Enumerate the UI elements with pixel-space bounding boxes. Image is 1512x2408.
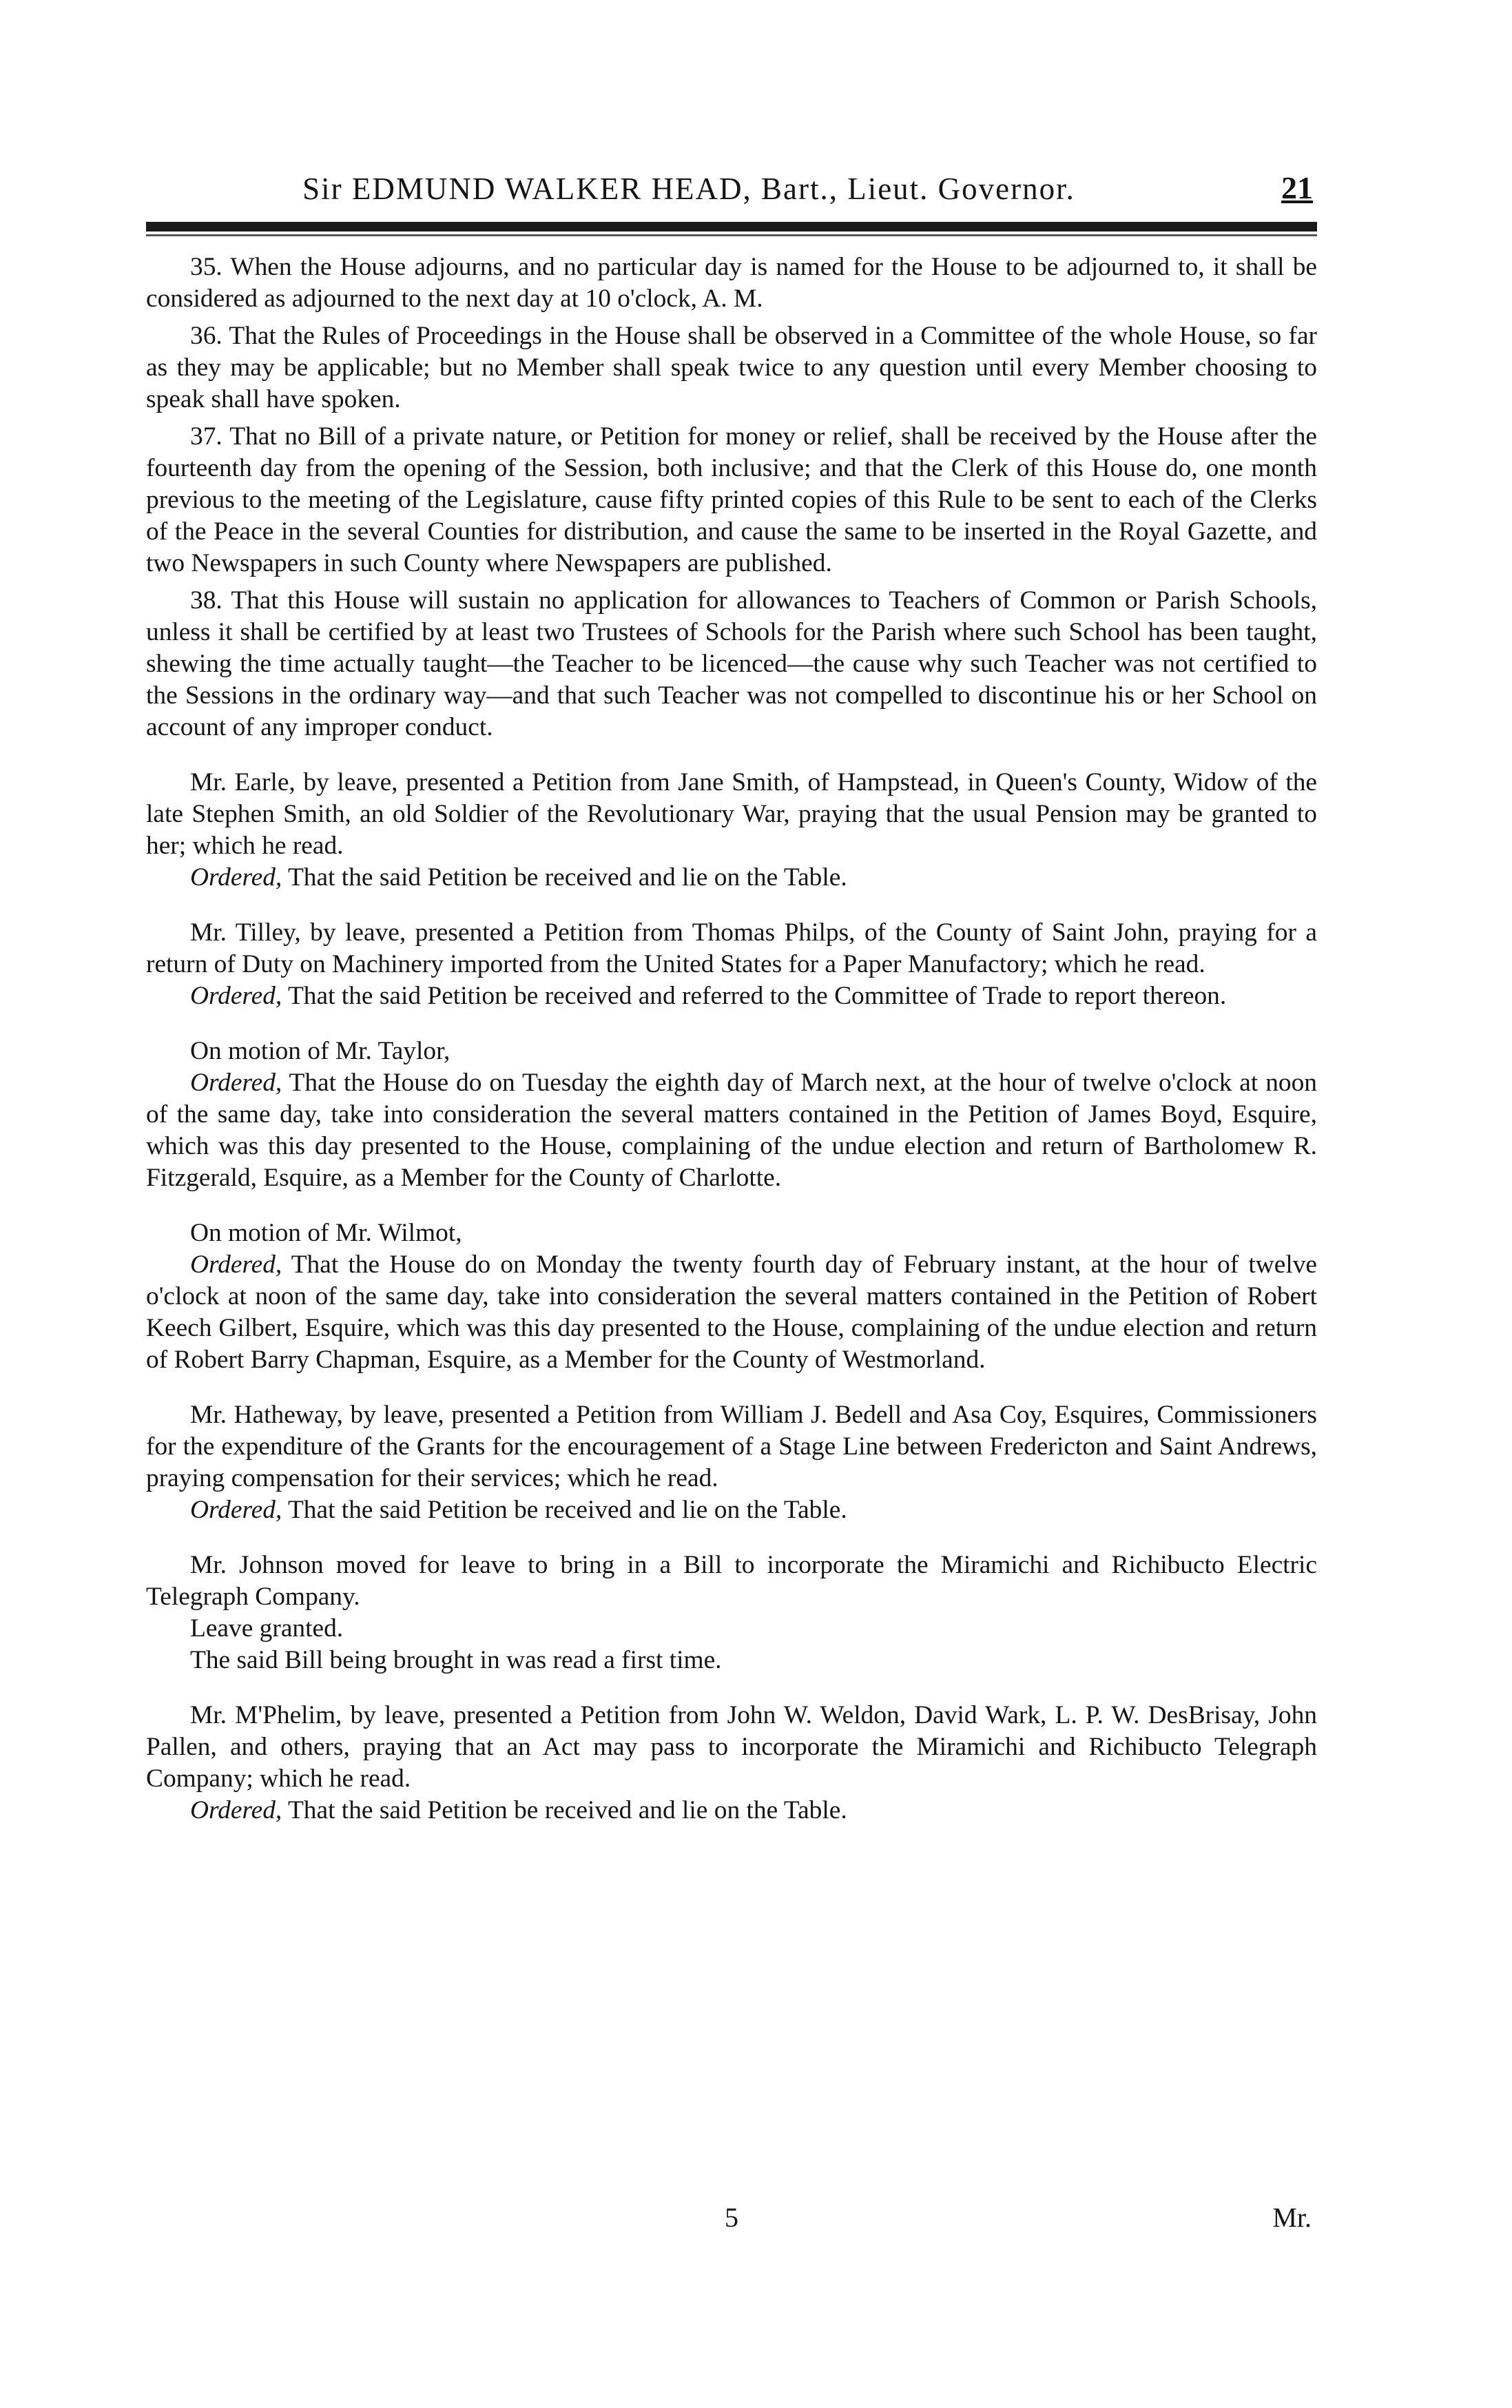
running-head: Sir EDMUND WALKER HEAD, Bart., Lieut. Governor. <box>302 172 1075 206</box>
para-lead: Ordered, <box>190 1069 282 1097</box>
para-text: That the said Petition be received and referred to the Committee of Trade to report thereon. <box>282 982 1227 1010</box>
para-text: 38. That this House will sustain no application for allowances to Teachers of Common or Parish Schools, unless it shall be certified by at least two Trustees of Schools for the Parish where such School has been taught, shewing the time actually taught—the Teacher to be licenced—the cause why such Teacher was not certified to the Sessions in the ordinary way—and that such Teacher was not compelled to discontinue his or her School on account of any improper conduct. <box>146 586 1317 741</box>
para-lead: Ordered, <box>190 1496 282 1524</box>
page-header <box>145 165 1316 214</box>
para-text: Mr. M'Phelim, by leave, presented a Petition from John W. Weldon, David Wark, L. P. W. DesBrisay, John Pallen, and others, praying that an Act may pass to incorporate the Miramichi and Richibucto Telegraph Company; which he read. <box>146 1701 1317 1793</box>
body-text <box>146 251 1317 1826</box>
para-text: That the House do on Tuesday the eighth day of March next, at the hour of twelve o'clock at noon of the same day, take into consideration the several matters contained in the Petition of James Boyd, Esquire, which was this day presented to the House, complaining of the undue election and return of Bartholomew R. Fitzgerald, Esquire, as a Member for the County of Charlotte. <box>146 1069 1317 1192</box>
earle-petition <box>146 767 1317 862</box>
para-text: Leave granted. <box>190 1614 344 1643</box>
johnson-motion <box>146 1550 1317 1613</box>
leave-granted <box>146 1613 1317 1645</box>
wilmot-motion <box>146 1217 1317 1249</box>
para-text: Mr. Hatheway, by leave, presented a Petition from William J. Bedell and Asa Coy, Esquires, Commissioners for the expenditure of the Grants for the encouragement of a Stage Line between Fredericton and Saint Andrews, praying compensation for their services; which he read. <box>146 1401 1317 1492</box>
rule-36 <box>146 320 1317 415</box>
tilley-petition <box>146 917 1317 980</box>
catchword: Mr. <box>1272 2202 1312 2233</box>
para-lead: Ordered, <box>190 863 282 892</box>
para-text: Mr. Johnson moved for leave to bring in a Bill to incorporate the Miramichi and Richibucto Electric Telegraph Company. <box>146 1551 1317 1611</box>
signature-mark: 5 <box>725 2202 738 2233</box>
page-footer <box>146 2201 1317 2243</box>
rule-38 <box>146 585 1317 743</box>
para-text: That the said Petition be received and lie on the Table. <box>282 1496 847 1524</box>
header-rule <box>146 222 1317 231</box>
para-text: The said Bill being brought in was read a first time. <box>190 1646 722 1674</box>
rule-35 <box>146 251 1317 315</box>
para-text: That the said Petition be received and lie on the Table. <box>282 863 847 892</box>
page-number: 21 <box>1281 170 1313 205</box>
first-reading <box>146 1645 1317 1676</box>
mphelim-petition <box>146 1700 1317 1795</box>
para-text: Mr. Earle, by leave, presented a Petition from Jane Smith, of Hampstead, in Queen's County, Widow of the late Stephen Smith, an old Soldier of the Revolutionary War, praying that the usual Pension may be granted to her; which he read. <box>146 768 1317 860</box>
tilley-order <box>146 980 1317 1012</box>
para-lead: Ordered, <box>190 1796 282 1824</box>
para-text: That the House do on Monday the twenty fourth day of February instant, at the hour of twelve o'clock at noon of the same day, take into consideration the several matters contained in the Petition of Robert Keech Gilbert, Esquire, which was this day presented to the House, complaining of the undue election and return of Robert Barry Chapman, Esquire, as a Member for the County of Westmorland. <box>146 1251 1317 1374</box>
taylor-motion <box>146 1036 1317 1067</box>
mphelim-order <box>146 1795 1317 1826</box>
wilmot-order <box>146 1249 1317 1376</box>
para-text: 37. That no Bill of a private nature, or Petition for money or relief, shall be received by the House after the fourteenth day from the opening of the Session, both inclusive; and that the Clerk of this House do, one month previous to the meeting of the Legislature, cause fifty printed copies of this Rule to be sent to each of the Clerks of the Peace in the several Counties for distribution, and cause the same to be inserted in the Royal Gazette, and two Newspapers in such County where Newspapers are published. <box>146 422 1317 577</box>
taylor-order <box>146 1067 1317 1194</box>
rule-37 <box>146 421 1317 579</box>
para-lead: Ordered, <box>190 982 282 1010</box>
para-text: 35. When the House adjourns, and no particular day is named for the House to be adjourned to, it shall be considered as adjourned to the next day at 10 o'clock, A. M. <box>146 253 1317 313</box>
para-text: 36. That the Rules of Proceedings in the House shall be observed in a Committee of the whole House, so far as they may be applicable; but no Member shall speak twice to any question until every Member choosing to speak shall have spoken. <box>146 322 1317 413</box>
para-text: Mr. Tilley, by leave, presented a Petition from Thomas Philps, of the County of Saint John, praying for a return of Duty on Machinery imported from the United States for a Paper Manufactory; which he read. <box>146 918 1317 978</box>
para-text: On motion of Mr. Taylor, <box>190 1037 451 1065</box>
earle-order <box>146 862 1317 894</box>
hatheway-petition <box>146 1399 1317 1494</box>
para-lead: Ordered, <box>190 1251 282 1279</box>
para-text: That the said Petition be received and lie on the Table. <box>282 1796 847 1824</box>
hatheway-order <box>146 1494 1317 1526</box>
header-rule-thin <box>146 234 1317 236</box>
para-text: On motion of Mr. Wilmot, <box>190 1219 462 1247</box>
